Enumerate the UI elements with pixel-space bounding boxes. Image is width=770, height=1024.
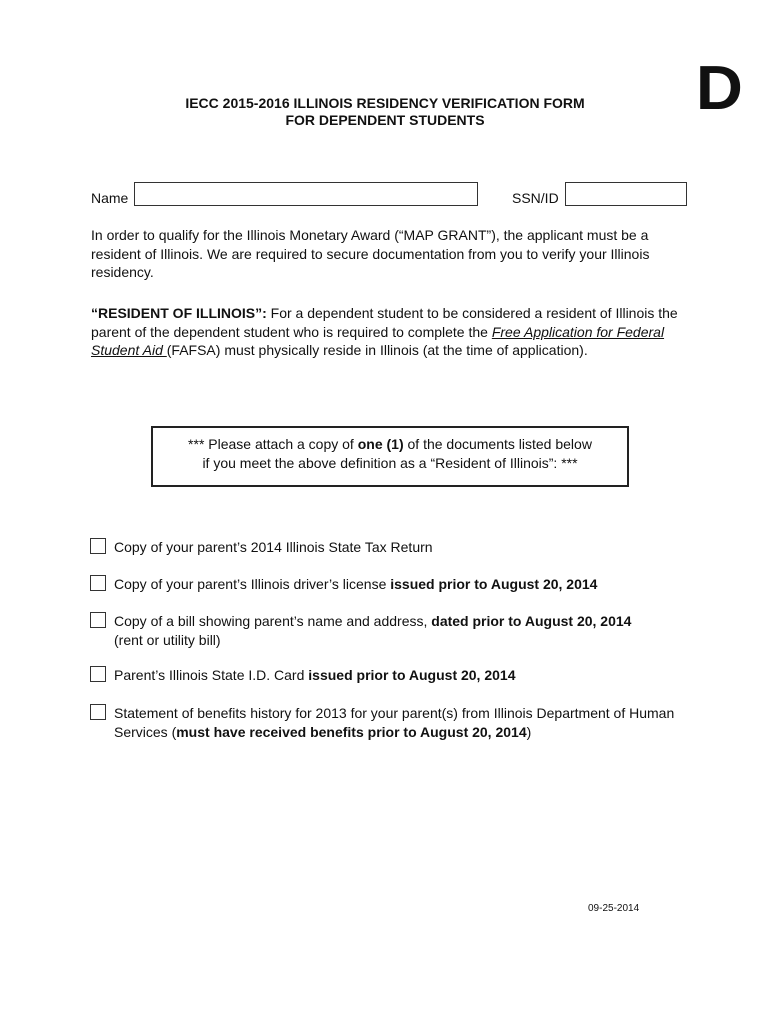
notice-line-1 [153, 435, 627, 454]
notice-text-a: *** Please attach a copy of [188, 436, 358, 452]
document-description: Copy of a bill showing parent’s name and address, [114, 613, 432, 629]
document-checkbox[interactable] [90, 538, 106, 554]
notice-emphasis: one (1) [357, 436, 404, 452]
document-option-text [114, 538, 684, 557]
ssn-label: SSN/ID [512, 190, 559, 206]
name-label: Name [91, 190, 129, 206]
document-requirement: dated prior to August 20, 2014 [431, 613, 632, 629]
form-subtitle: FOR DEPENDENT STUDENTS [285, 112, 485, 128]
ssn-field[interactable] [565, 182, 687, 206]
form-letter-badge: D [695, 54, 743, 123]
document-checkbox[interactable] [90, 575, 106, 591]
revision-date: 09-25-2014 [588, 903, 640, 914]
definition-heading: “RESIDENT OF ILLINOIS”: [91, 305, 267, 321]
document-option-text [114, 612, 684, 649]
document-requirement: issued prior to August 20, 2014 [308, 667, 516, 683]
document-option-text [114, 666, 684, 685]
document-option-text [114, 575, 684, 594]
resident-definition [91, 304, 681, 360]
document-checkbox[interactable] [90, 612, 106, 628]
intro-paragraph: In order to qualify for the Illinois Monetary Award (“MAP GRANT”), the applicant must be a resident of Illinois. We are required to secure documentation from you to verify your Illinois residency. [91, 227, 650, 280]
document-description: Copy of your parent’s Illinois driver’s license [114, 576, 391, 592]
definition-text-after: (FAFSA) must physically reside in Illinois (at the time of application). [166, 342, 588, 358]
definition-text-before: For a dependent student to be considered a resident of Illinois the parent of the dependent student who is required to complete the [91, 305, 678, 340]
attach-notice-box [151, 426, 629, 487]
document-note: (rent or utility bill) [114, 631, 221, 648]
document-note: ) [526, 723, 532, 740]
document-description: Copy of your parent’s 2014 Illinois State Tax Return [114, 539, 433, 555]
document-option-text [114, 704, 684, 741]
document-requirement: issued prior to August 20, 2014 [390, 576, 598, 592]
document-description: Parent’s Illinois State I.D. Card [114, 667, 309, 683]
fafsa-link[interactable]: Free Application for Federal Student Aid [91, 323, 665, 358]
form-title: IECC 2015-2016 ILLINOIS RESIDENCY VERIFICATION FORM [185, 95, 585, 111]
notice-line-2: if you meet the above definition as a “Resident of Illinois”: *** [202, 455, 578, 471]
document-checkbox[interactable] [90, 704, 106, 720]
name-field[interactable] [134, 182, 478, 206]
document-checkbox[interactable] [90, 666, 106, 682]
notice-text-b: of the documents listed below [403, 436, 592, 452]
document-requirement: must have received benefits prior to August 20, 2014 [176, 723, 527, 740]
document-description: Statement of benefits history for 2013 for your parent(s) from Illinois Department of Human Services ( [114, 705, 675, 740]
